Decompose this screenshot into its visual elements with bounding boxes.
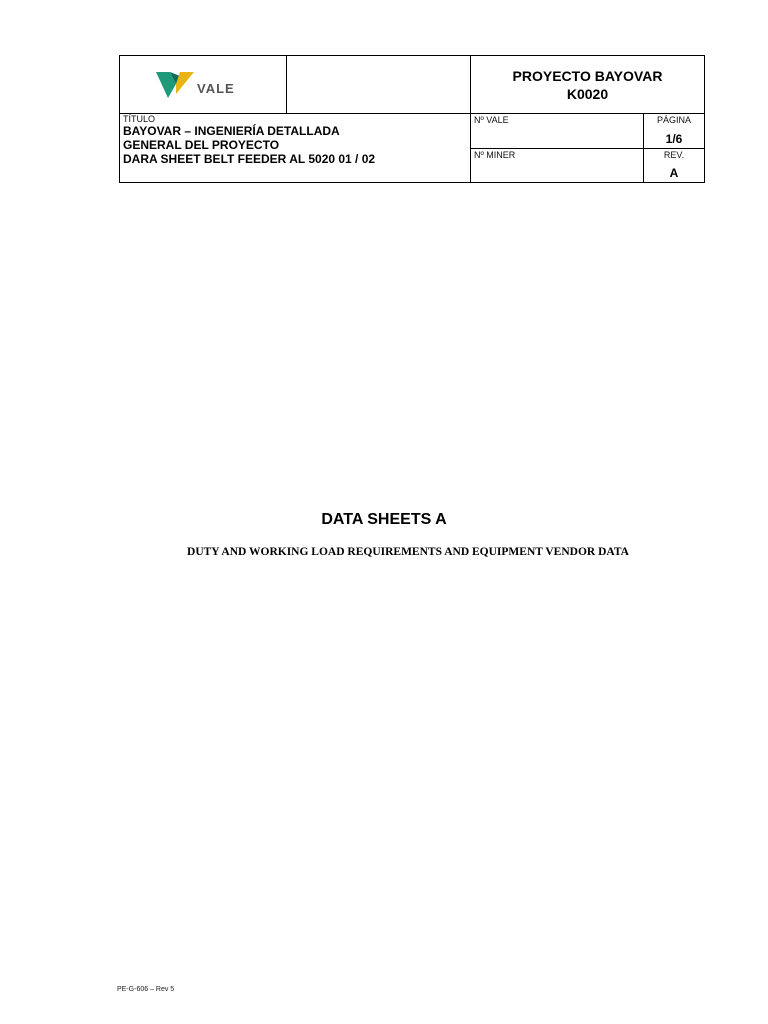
miner-number-cell (471, 149, 644, 182)
vale-logo (156, 70, 235, 100)
title-line-1: BAYOVAR – INGENIERÍA DETALLADA (123, 124, 340, 138)
footer-doc-code: PE-G-606 – Rev 5 (117, 986, 175, 993)
logo-text: VALE (197, 80, 235, 96)
project-cell (471, 56, 704, 114)
pagina-value: 1/6 (665, 132, 683, 146)
sub-title: DUTY AND WORKING LOAD REQUIREMENTS AND EQUIPMENT VENDOR DATA (187, 546, 629, 558)
rev-value: A (669, 166, 679, 180)
vale-label: Nº VALE (474, 115, 509, 125)
blank-header-cell (287, 56, 471, 114)
title-line-3: DARA SHEET BELT FEEDER AL 5020 01 / 02 (123, 152, 376, 166)
vale-number-cell (471, 114, 644, 149)
titulo-label: TÍTULO (123, 114, 156, 124)
main-title: DATA SHEETS A (321, 511, 447, 528)
document-title (123, 124, 375, 166)
pagina-cell (644, 114, 704, 149)
rev-label: REV. (663, 150, 685, 160)
project-code: K0020 (566, 85, 609, 102)
document-header-table (119, 55, 705, 183)
title-cell (120, 114, 471, 182)
pagina-label: PÁGINA (656, 115, 691, 125)
vale-logo-icon (156, 70, 194, 100)
miner-label: Nº MINER (474, 150, 516, 160)
rev-cell (644, 149, 704, 182)
project-title: PROYECTO BAYOVAR (512, 67, 663, 84)
logo-cell (120, 56, 287, 114)
title-line-2: GENERAL DEL PROYECTO (123, 138, 280, 152)
